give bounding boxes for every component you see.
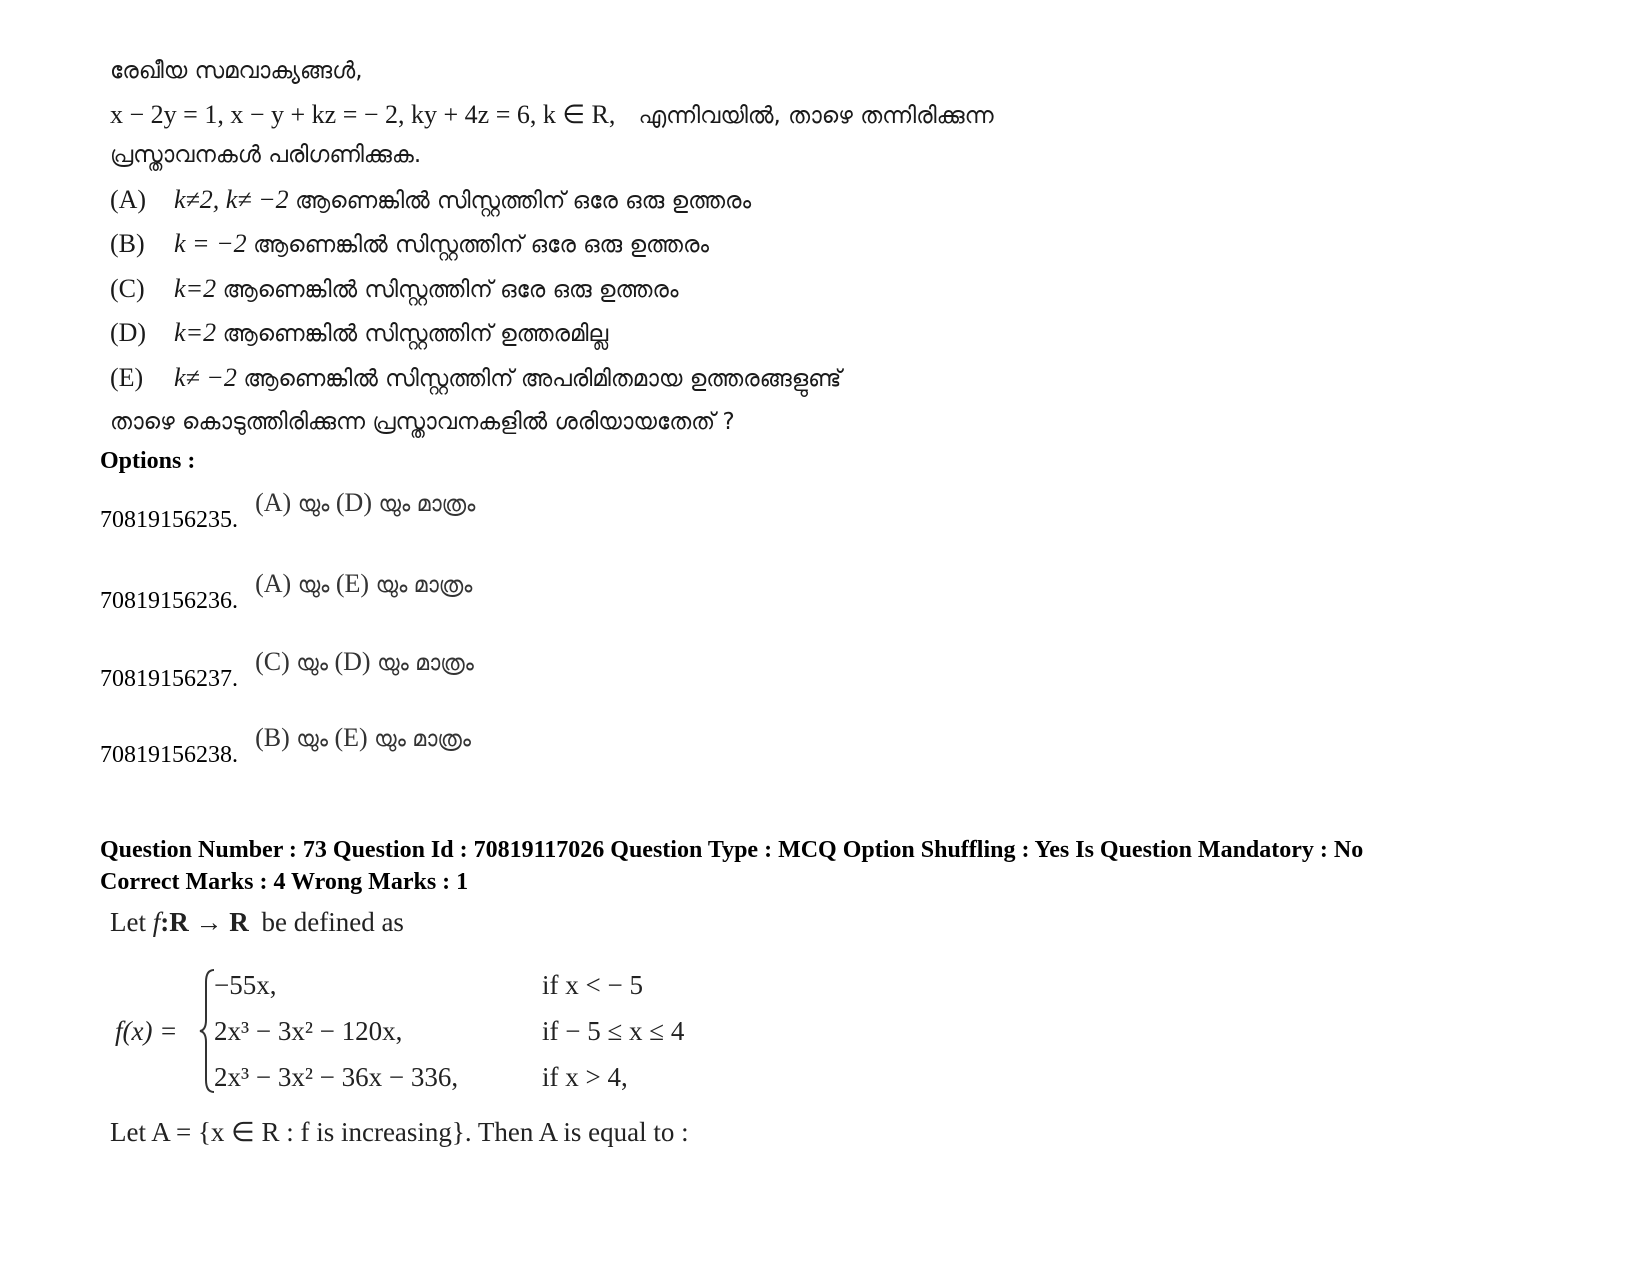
q73-header-line2: Correct Marks : 4 Wrong Marks : 1 — [100, 869, 469, 895]
statement-tag: (A) — [110, 185, 147, 214]
q73-header-line1: Question Number : 73 Question Id : 70819117026 Question Type : MCQ Option Shuffling : Yes Is Question Mandatory : No — [100, 837, 1364, 863]
option-row[interactable] — [100, 647, 474, 692]
statement-text: ആണെങ്കിൽ സിസ്റ്റത്തിന് ഒരേ ഒരു ഉത്തരം — [295, 188, 752, 214]
q72-equations-line — [110, 100, 994, 130]
statement-math: k = −2 — [174, 229, 247, 258]
q72-statement-c — [110, 274, 679, 304]
statement-tag: (E) — [110, 363, 144, 392]
q72-equations: x − 2y = 1, x − y + kz = − 2, ky + 4z = 6, k ∈ R, — [110, 100, 616, 129]
statement-math: k≠ −2 — [174, 363, 237, 392]
statement-text: ആണെങ്കിൽ സിസ്റ്റത്തിന് ഒരേ ഒരു ഉത്തരം — [253, 232, 710, 258]
q73-piece-1-cond: if x < − 5 — [542, 970, 643, 1000]
statement-text: ആണെങ്കിൽ സിസ്റ്റത്തിന് ഉത്തരമില്ല — [222, 321, 609, 347]
statement-math: k=2 — [174, 318, 217, 347]
q72-intro: രേഖീയ സമവാക്യങ്ങൾ, — [110, 58, 363, 84]
option-row[interactable] — [100, 723, 471, 768]
statement-text: ആണെങ്കിൽ സിസ്റ്റത്തിന് ഒരേ ഒരു ഉത്തരം — [222, 277, 679, 303]
option-text: (C) യും (D) യും മാത്രം — [255, 647, 474, 676]
option-id: 70819156238. — [100, 742, 238, 768]
q73-piece-2-expr: 2x³ − 3x² − 120x, — [214, 1016, 403, 1046]
q73-piece-3-expr: 2x³ − 3x² − 36x − 336, — [214, 1062, 459, 1092]
option-text: (B) യും (E) യും മാത്രം — [255, 723, 471, 752]
option-id: 70819156237. — [100, 666, 238, 692]
q72-statement-e — [110, 363, 841, 393]
statement-math: k≠2, k≠ −2 — [174, 185, 289, 214]
q72-statement-b — [110, 229, 709, 259]
q72-equations-tail: എന്നിവയിൽ, താഴെ തന്നിരിക്കുന്ന — [638, 103, 994, 129]
q72-intro-line3: പ്രസ്താവനകൾ പരിഗണിക്കുക. — [110, 142, 422, 168]
q73-definition: Let f:R → R be defined as — [110, 907, 404, 937]
statement-tag: (D) — [110, 318, 147, 347]
statement-tag: (B) — [110, 229, 145, 258]
options-label: Options : — [100, 448, 196, 474]
q73-set-definition: Let A = {x ∈ R : f is increasing}. Then A is equal to : — [110, 1117, 689, 1147]
q72-question: താഴെ കൊടുത്തിരിക്കുന്ന പ്രസ്താവനകളിൽ ശരിയായതേത് ? — [110, 409, 735, 435]
q73-piece-3-cond: if x > 4, — [542, 1062, 628, 1092]
statement-math: k=2 — [174, 274, 217, 303]
statement-text: ആണെങ്കിൽ സിസ്റ്റത്തിന് അപരിമിതമായ ഉത്തരങ്ങളുണ്ട് — [243, 366, 842, 392]
q73-fx-label: f(x) = — [115, 1016, 178, 1046]
option-text: (A) യും (D) യും മാത്രം — [255, 488, 476, 517]
q73-piece-2-cond: if − 5 ≤ x ≤ 4 — [542, 1016, 685, 1046]
option-text: (A) യും (E) യും മാത്രം — [255, 569, 473, 598]
option-row[interactable] — [100, 488, 476, 533]
option-row[interactable] — [100, 569, 473, 614]
q73-piece-1-expr: −55x, — [214, 970, 277, 1000]
option-id: 70819156235. — [100, 507, 238, 533]
q72-statement-d — [110, 318, 608, 348]
q72-statement-a — [110, 185, 751, 215]
statement-tag: (C) — [110, 274, 145, 303]
option-id: 70819156236. — [100, 588, 238, 614]
